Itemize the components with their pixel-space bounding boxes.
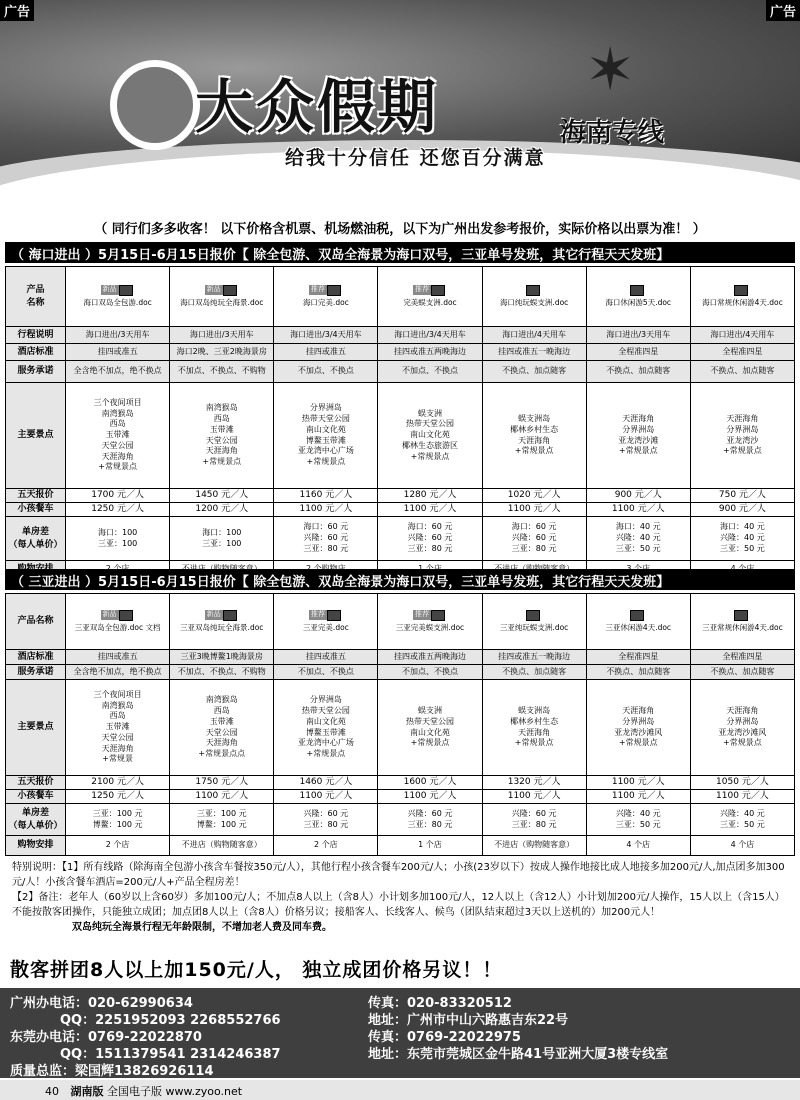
sanya-section-title: （ 三亚进出 ）5月15日-6月15日报价【 除全包游、双岛全海景为海口双号，三亚单号发班，其它行程天天发班】 bbox=[5, 569, 795, 590]
cell-child: 1100 元／人 bbox=[274, 503, 378, 517]
cell-service: 不换点、加点随客 bbox=[690, 665, 794, 680]
intro-text: （ 同行们多多收客！ 以下价格含机票、机场燃油税，以下为广州出发参考报价，实际价格以出票为准！ ） bbox=[94, 222, 706, 237]
product-file-name: 三亚完美.doc bbox=[302, 623, 349, 633]
row-label: 单房差 （每人单价） bbox=[6, 804, 66, 836]
row-label: 行程说明 bbox=[6, 327, 66, 344]
cell-shop: 不进店（购物随客意） bbox=[482, 836, 586, 856]
doc-icon bbox=[431, 610, 445, 621]
table-row bbox=[6, 790, 795, 804]
haikou-section-title: （ 海口进出 ）5月15日-6月15日报价【 除全包游、双岛全海景为海口双号，三亚单号发班，其它行程天天发班】 bbox=[5, 242, 795, 263]
cell-hotel: 挂四或准五两晚海边 bbox=[378, 344, 482, 361]
cell-service: 不换点、加点随客 bbox=[586, 361, 690, 383]
cell-hotel: 挂四或准五一晚海边 bbox=[482, 650, 586, 665]
ad-tag-left: 广告 bbox=[0, 0, 34, 21]
contact-row: 地址：广州市中山六路惠吉东22号 bbox=[368, 1013, 569, 1028]
cell-spots: 蜈支洲 热带天堂公园 南山文化苑 +常规景点 bbox=[378, 680, 482, 776]
cell-single: 海口：60 元 兴隆：60 元 三亚：80 元 bbox=[378, 517, 482, 561]
cell-spots: 蜈支洲 热带天堂公园 南山文化苑 椰林生态旅游区 +常规景点 bbox=[378, 383, 482, 489]
cell-price5: 1460 元／人 bbox=[274, 776, 378, 790]
table-row bbox=[6, 503, 795, 517]
cell-single: 海口：40 元 兴隆：40 元 三亚：50 元 bbox=[690, 517, 794, 561]
cell-single: 海口：60 元 兴隆：60 元 三亚：80 元 bbox=[482, 517, 586, 561]
note-2: 【2】备注：老年人（60岁以上含60岁）多加100元/人；不加点8人以上（含8人）小计划多加100元/人，12人以上（含12人）小计划加200元/人操作，15人以上（含15人）不能按散客团操作，只能独立成团；加点团8人以上（含8人）价格另议；接船客人、长线客人、候鸟（团队结束超过3天以上送机的）加200元人！ bbox=[12, 892, 785, 918]
row-label: 服务承诺 bbox=[6, 361, 66, 383]
table-row bbox=[6, 267, 795, 327]
cell-child: 1250 元／人 bbox=[66, 503, 170, 517]
cell-price5: 750 元／人 bbox=[690, 489, 794, 503]
product-file-name: 三亚休闲游4天.doc bbox=[605, 623, 672, 633]
product-cell bbox=[378, 267, 482, 327]
cell-hotel: 全程准四星 bbox=[586, 344, 690, 361]
cell-trip: 海口进出/3天用车 bbox=[170, 327, 274, 344]
product-file-name: 海口纯玩蜈支洲.doc bbox=[499, 298, 569, 308]
product-file-name: 海口完美.doc bbox=[302, 298, 349, 308]
cell-child: 1100 元／人 bbox=[586, 790, 690, 804]
cell-hotel: 全程准四星 bbox=[586, 650, 690, 665]
product-cell bbox=[170, 267, 274, 327]
product-cell bbox=[482, 594, 586, 650]
palm-tree-icon: ✶ bbox=[585, 35, 636, 105]
cell-price5: 1160 元／人 bbox=[274, 489, 378, 503]
product-cell bbox=[378, 594, 482, 650]
cell-spots: 天涯海角 分界洲岛 亚龙湾沙滩风 +常规景点 bbox=[586, 680, 690, 776]
contact-row: 质量总监：梁国辉13826926114 bbox=[10, 1064, 214, 1079]
cell-hotel: 三亚3晚博鳌1晚海景房 bbox=[170, 650, 274, 665]
cell-service: 不加点、不换点、不购物 bbox=[170, 361, 274, 383]
sun-icon bbox=[110, 60, 200, 150]
sanya-price-table bbox=[5, 593, 795, 856]
product-file-name: 三亚双岛全包游.doc 文档 bbox=[74, 623, 161, 633]
cell-service: 不换点、加点随客 bbox=[586, 665, 690, 680]
cell-service: 不换点、加点随客 bbox=[482, 665, 586, 680]
table-row bbox=[6, 680, 795, 776]
cell-service: 全含绝不加点，绝不换点 bbox=[66, 665, 170, 680]
row-label: 产品 名称 bbox=[6, 267, 66, 327]
cell-hotel: 挂四或准五 bbox=[274, 650, 378, 665]
cell-trip: 海口进出/3/4天用车 bbox=[378, 327, 482, 344]
banner bbox=[0, 0, 800, 210]
product-cell bbox=[690, 594, 794, 650]
contact-panel bbox=[0, 988, 800, 1078]
doc-icon bbox=[327, 285, 341, 296]
table-row bbox=[6, 344, 795, 361]
table-row bbox=[6, 517, 795, 561]
doc-icon bbox=[734, 285, 748, 296]
cell-single: 兴隆：60 元 三亚：80 元 bbox=[378, 804, 482, 836]
contact-row: 东莞办电话：0769-22022870 bbox=[10, 1030, 202, 1045]
row-label: 酒店标准 bbox=[6, 344, 66, 361]
doc-icon bbox=[119, 610, 133, 621]
table-row bbox=[6, 836, 795, 856]
cell-child: 1250 元／人 bbox=[66, 790, 170, 804]
cell-price5: 900 元／人 bbox=[586, 489, 690, 503]
table-row bbox=[6, 665, 795, 680]
table-row bbox=[6, 650, 795, 665]
doc-icon bbox=[630, 285, 644, 296]
row-label: 小孩餐车 bbox=[6, 503, 66, 517]
cell-price5: 1600 元／人 bbox=[378, 776, 482, 790]
cell-shop: 4 个店 bbox=[690, 836, 794, 856]
row-label: 主要景点 bbox=[6, 383, 66, 489]
row-label: 服务承诺 bbox=[6, 665, 66, 680]
product-badge: 新品 bbox=[102, 610, 117, 619]
banner-slogan: 给我十分信任 还您百分满意 bbox=[285, 147, 546, 169]
product-file-name: 三亚纯玩蜈支洲.doc bbox=[499, 623, 569, 633]
cell-shop: 2 个店 bbox=[274, 836, 378, 856]
product-badge: 新品 bbox=[206, 285, 221, 294]
cell-hotel: 挂四或准五两晚海边 bbox=[378, 650, 482, 665]
cell-child: 1100 元／人 bbox=[170, 790, 274, 804]
product-file-name: 完美蜈支洲.doc bbox=[403, 298, 457, 308]
cell-single: 三亚：100 元 博鳌：100 元 bbox=[66, 804, 170, 836]
table-row bbox=[6, 489, 795, 503]
cell-spots: 南湾猴岛 西岛 玉带滩 天堂公园 天涯海角 +常规景点点 bbox=[170, 680, 274, 776]
product-file-name: 三亚完美蜈支洲.doc bbox=[395, 623, 465, 633]
product-badge: 推荐 bbox=[310, 610, 325, 619]
cell-hotel: 挂四或准五 bbox=[66, 344, 170, 361]
row-label: 五天报价 bbox=[6, 489, 66, 503]
table-row bbox=[6, 383, 795, 489]
cell-service: 不加点、不换点 bbox=[378, 665, 482, 680]
product-file-name: 三亚常规休闲游4天.doc bbox=[702, 623, 783, 633]
doc-icon bbox=[734, 610, 748, 621]
product-cell bbox=[274, 267, 378, 327]
contact-row: QQ：1511379541 2314246387 bbox=[60, 1047, 281, 1062]
cell-price5: 1320 元／人 bbox=[482, 776, 586, 790]
group-price-line: 散客拼团8人以上加150元/人， 独立成团价格另议！！ bbox=[10, 959, 503, 981]
product-cell bbox=[586, 267, 690, 327]
contact-row: 传真：020-83320512 bbox=[368, 996, 512, 1011]
cell-trip: 海口进出/3天用车 bbox=[586, 327, 690, 344]
cell-child: 1100 元／人 bbox=[690, 790, 794, 804]
cell-price5: 1700 元／人 bbox=[66, 489, 170, 503]
footer bbox=[0, 1080, 800, 1100]
product-cell bbox=[66, 267, 170, 327]
cell-child: 1100 元／人 bbox=[482, 790, 586, 804]
ad-tag-right: 广告 bbox=[766, 0, 800, 21]
page-number: 40 bbox=[45, 1085, 59, 1098]
notes bbox=[12, 860, 792, 935]
cell-child: 1200 元／人 bbox=[170, 503, 274, 517]
cell-service: 不加点、不换点、不购物 bbox=[170, 665, 274, 680]
row-label: 产品名称 bbox=[6, 594, 66, 650]
website-label: 全国电子版 www.zyoo.net bbox=[107, 1085, 243, 1098]
cell-service: 全含绝不加点，绝不换点 bbox=[66, 361, 170, 383]
product-cell bbox=[586, 594, 690, 650]
doc-icon bbox=[327, 610, 341, 621]
cell-spots: 天涯海角 分界洲岛 亚龙湾沙滩风 +常规景点 bbox=[690, 680, 794, 776]
cell-single: 兴隆：40 元 三亚：50 元 bbox=[586, 804, 690, 836]
product-badge: 新品 bbox=[206, 610, 221, 619]
contact-row: 广州办电话：020-62990634 bbox=[10, 996, 193, 1011]
cell-hotel: 全程准四星 bbox=[690, 344, 794, 361]
cell-single: 海口：100 三亚：100 bbox=[170, 517, 274, 561]
cell-price5: 1750 元／人 bbox=[170, 776, 274, 790]
cell-single: 兴隆：60 元 三亚：80 元 bbox=[274, 804, 378, 836]
cell-price5: 1450 元／人 bbox=[170, 489, 274, 503]
product-cell bbox=[66, 594, 170, 650]
note-1: 特别说明：【1】所有线路（除海南全包游小孩含车餐按350元/人），其他行程小孩含餐车200元/人；小孩(23岁以下）按成人操作地接比成人地接多加200元/人,加点团多加300元/人！小孩含餐车酒店=200元/人+产品全程房差！ bbox=[12, 862, 785, 888]
product-cell bbox=[170, 594, 274, 650]
cell-child: 1100 元／人 bbox=[378, 790, 482, 804]
cell-hotel: 全程准四星 bbox=[690, 650, 794, 665]
cell-child: 900 元／人 bbox=[690, 503, 794, 517]
cell-service: 不加点、不换点 bbox=[274, 361, 378, 383]
product-file-name: 海口双岛全包游.doc bbox=[83, 298, 152, 308]
row-label: 酒店标准 bbox=[6, 650, 66, 665]
cell-hotel: 海口2晚、三亚2晚海景房 bbox=[170, 344, 274, 361]
cell-spots: 天涯海角 分界洲岛 亚龙湾沙 +常规景点 bbox=[690, 383, 794, 489]
cell-price5: 1280 元／人 bbox=[378, 489, 482, 503]
cell-spots: 天涯海角 分界洲岛 亚龙湾沙滩 +常规景点 bbox=[586, 383, 690, 489]
cell-price5: 1020 元／人 bbox=[482, 489, 586, 503]
cell-child: 1100 元／人 bbox=[586, 503, 690, 517]
product-file-name: 海口双岛纯玩全海景.doc bbox=[180, 298, 264, 308]
cell-single: 兴隆：40 元 三亚：50 元 bbox=[690, 804, 794, 836]
cell-child: 1100 元／人 bbox=[274, 790, 378, 804]
product-badge: 推荐 bbox=[415, 285, 429, 294]
contact-row: 地址：东莞市莞城区金牛路41号亚洲大厦3楼专线室 bbox=[368, 1047, 669, 1062]
cell-hotel: 挂四或准五 bbox=[66, 650, 170, 665]
haikou-price-table bbox=[5, 266, 795, 578]
note-3: 双岛纯玩全海景行程无年龄限制，不增加老人费及同车费。 bbox=[72, 922, 332, 933]
cell-spots: 分界洲岛 热带天堂公园 南山文化苑 博鳌玉带滩 亚龙湾中心广场 +常规景点 bbox=[274, 680, 378, 776]
cell-trip: 海口进出/3天用车 bbox=[66, 327, 170, 344]
product-cell bbox=[274, 594, 378, 650]
doc-icon bbox=[526, 285, 540, 296]
product-badge: 推荐 bbox=[310, 285, 325, 294]
cell-child: 1100 元／人 bbox=[482, 503, 586, 517]
edition-label: 湖南版 bbox=[70, 1085, 104, 1098]
cell-trip: 海口进出/3/4天用车 bbox=[274, 327, 378, 344]
cell-single: 三亚：100 元 博鳌：100 元 bbox=[170, 804, 274, 836]
cell-price5: 1100 元／人 bbox=[586, 776, 690, 790]
product-badge: 新品 bbox=[102, 285, 117, 294]
cell-service: 不加点、不换点 bbox=[274, 665, 378, 680]
table-row bbox=[6, 804, 795, 836]
cell-spots: 分界洲岛 热带天堂公园 南山文化苑 博鳌玉带滩 亚龙湾中心广场 +常规景点 bbox=[274, 383, 378, 489]
cell-spots: 蜈支洲岛 椰林乡村生态 天涯海角 +常规景点 bbox=[482, 680, 586, 776]
table-row bbox=[6, 594, 795, 650]
doc-icon bbox=[119, 285, 133, 296]
cell-trip: 海口进出/4天用车 bbox=[482, 327, 586, 344]
cell-shop: 不进店（购物随客意） bbox=[170, 836, 274, 856]
product-cell bbox=[690, 267, 794, 327]
product-file-name: 海口常规休闲游4天.doc bbox=[702, 298, 783, 308]
contact-row: 传真：0769-22022975 bbox=[368, 1030, 521, 1045]
cell-shop: 1 个店 bbox=[378, 836, 482, 856]
cell-service: 不换点、加点随客 bbox=[482, 361, 586, 383]
row-label: 主要景点 bbox=[6, 680, 66, 776]
cell-child: 1100 元／人 bbox=[378, 503, 482, 517]
cell-spots: 三个夜间项目 南湾猴岛 西岛 玉带滩 天堂公园 天涯海角 +常规景 bbox=[66, 680, 170, 776]
product-file-name: 海口休闲游5天.doc bbox=[605, 298, 672, 308]
row-label: 小孩餐车 bbox=[6, 790, 66, 804]
product-file-name: 三亚双岛纯玩全海景.doc bbox=[180, 623, 264, 633]
doc-icon bbox=[630, 610, 644, 621]
cell-price5: 2100 元／人 bbox=[66, 776, 170, 790]
cell-shop: 2 个店 bbox=[66, 836, 170, 856]
cell-single: 海口：60 元 兴隆：60 元 三亚：80 元 bbox=[274, 517, 378, 561]
product-cell bbox=[482, 267, 586, 327]
cell-spots: 蜈支洲岛 椰林乡村生态 天涯海角 +常规景点 bbox=[482, 383, 586, 489]
table-row bbox=[6, 361, 795, 383]
row-label: 五天报价 bbox=[6, 776, 66, 790]
doc-icon bbox=[526, 610, 540, 621]
cell-hotel: 挂四或准五 bbox=[274, 344, 378, 361]
row-label: 单房差 （每人单价） bbox=[6, 517, 66, 561]
cell-spots: 南湾猴岛 西岛 玉带滩 天堂公园 天涯海角 +常规景点 bbox=[170, 383, 274, 489]
table-row bbox=[6, 327, 795, 344]
cell-single: 海口：40 元 兴隆：40 元 三亚：50 元 bbox=[586, 517, 690, 561]
contact-row: QQ：2251952093 2268552766 bbox=[60, 1013, 281, 1028]
cell-single: 兴隆：60 元 三亚：80 元 bbox=[482, 804, 586, 836]
table-row bbox=[6, 776, 795, 790]
cell-spots: 三个夜间项目 南湾猴岛 西岛 玉带滩 天堂公园 天涯海角 +常规景点 bbox=[66, 383, 170, 489]
row-label: 购物安排 bbox=[6, 836, 66, 856]
cell-trip: 海口进出/4天用车 bbox=[690, 327, 794, 344]
product-badge: 推荐 bbox=[415, 610, 429, 619]
doc-icon bbox=[223, 610, 237, 621]
cell-shop: 4 个店 bbox=[586, 836, 690, 856]
cell-hotel: 挂四或准五一晚海边 bbox=[482, 344, 586, 361]
banner-subtitle: 海南专线 bbox=[560, 118, 665, 148]
cell-single: 海口：100 三亚：100 bbox=[66, 517, 170, 561]
banner-title: 大众假期 bbox=[195, 73, 440, 141]
cell-service: 不换点、加点随客 bbox=[690, 361, 794, 383]
cell-service: 不加点、不换点 bbox=[378, 361, 482, 383]
cell-price5: 1050 元／人 bbox=[690, 776, 794, 790]
doc-icon bbox=[431, 285, 445, 296]
doc-icon bbox=[223, 285, 237, 296]
